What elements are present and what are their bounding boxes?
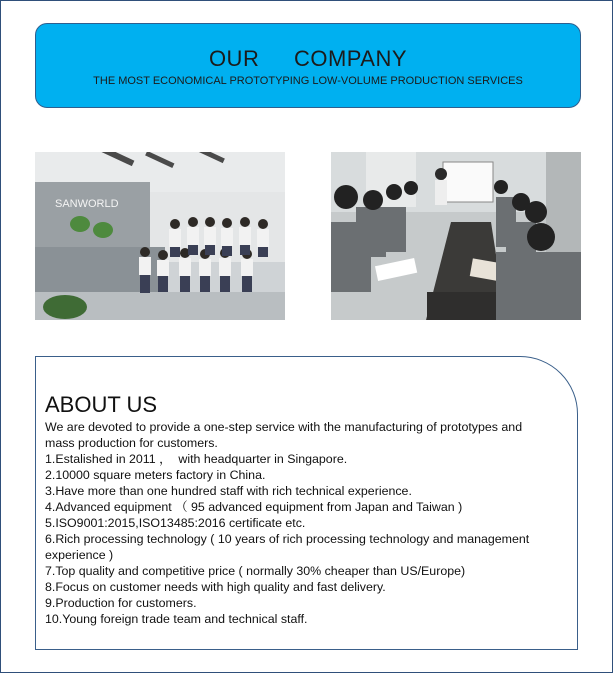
about-item: 4.Advanced equipment （ 95 advanced equipment from Japan and Taiwan ) <box>45 500 463 514</box>
about-item: 3.Have more than one hundred staff with rich technical experience. <box>45 484 412 498</box>
about-item: 5.ISO9001:2015,ISO13485:2016 certificate etc. <box>45 516 306 530</box>
about-item: 9.Production for customers. <box>45 596 197 610</box>
about-intro: We are devoted to provide a one-step service with the manufacturing of prototypes and mass production for customers. <box>45 420 526 450</box>
office-reception-photo <box>35 152 285 320</box>
banner-title: OUR COMPANY <box>208 46 408 71</box>
about-item: 7.Top quality and competitive price ( normally 30% cheaper than US/Europe) <box>45 564 466 578</box>
about-item: 1.Estalished in 2011 ， with headquarter in Singapore. <box>45 452 348 466</box>
about-body <box>45 419 545 627</box>
about-item: 8.Focus on customer needs with high quality and fast delivery. <box>45 580 386 594</box>
meeting-room-photo <box>331 152 581 320</box>
about-title: ABOUT US <box>45 392 158 417</box>
header-banner <box>35 23 581 108</box>
about-item: 6.Rich processing technology ( 10 years of rich processing technology and management experience ) <box>45 532 537 562</box>
company-sign: SANWORLD <box>55 198 119 210</box>
about-item: 10.Young foreign trade team and technical staff. <box>45 612 308 626</box>
about-item: 2.10000 square meters factory in China. <box>45 468 266 482</box>
banner-subtitle: THE MOST ECONOMICAL PROTOTYPING LOW-VOLUME PRODUCTION SERVICES <box>93 75 523 87</box>
about-us-panel <box>35 356 578 650</box>
